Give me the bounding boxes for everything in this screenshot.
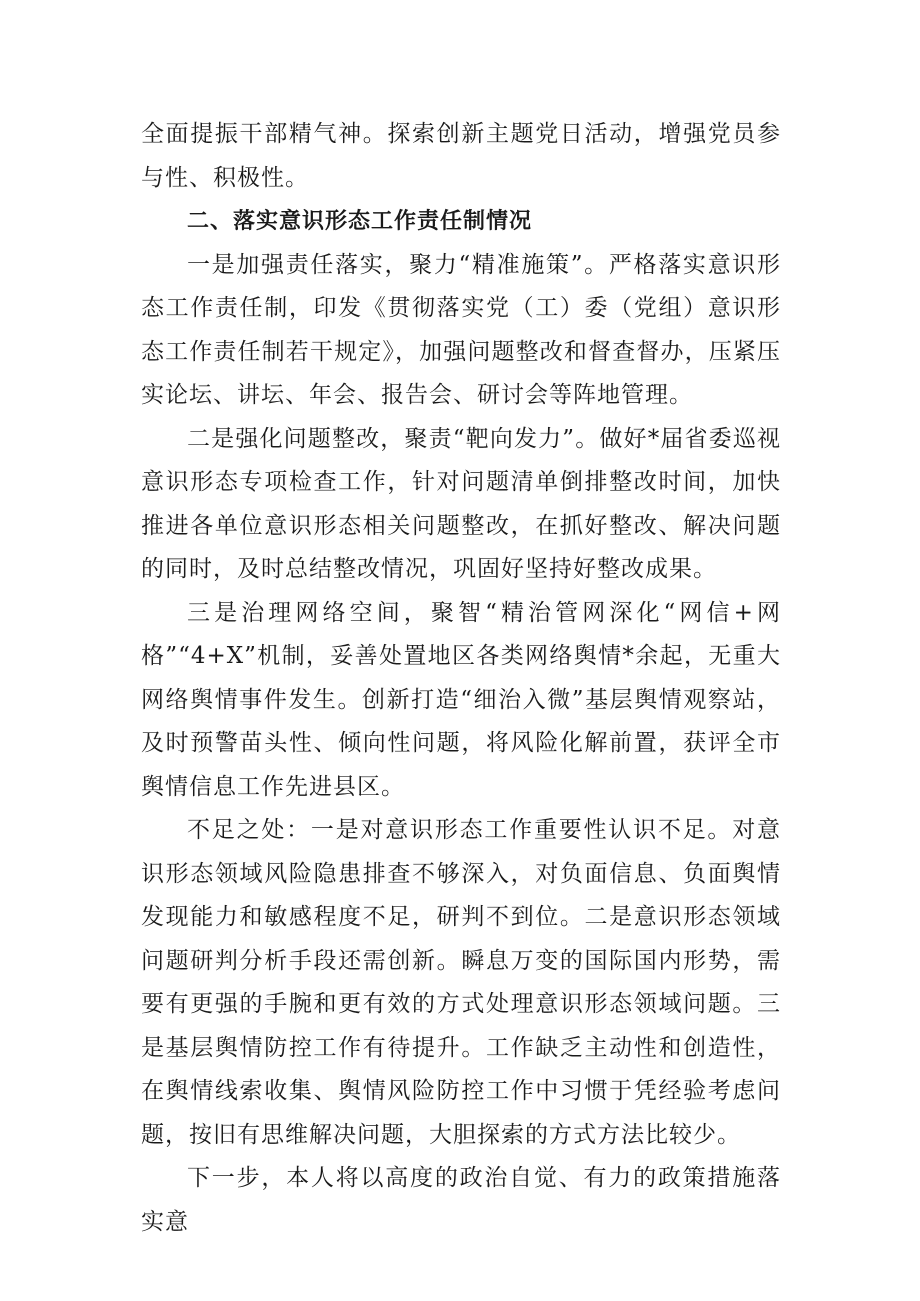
document-page [141,113,781,1244]
paragraph-cyberspace: 三是治理网络空间，聚智“精治管网深化“网信+网格”“4+X”机制，妥善处置地区各类网络舆情*余起，无重大网络舆情事件发生。创新打造“细治入微”基层舆情观察站，及时预警苗头性、倾向性问题，将风险化解前置，获评全市舆情信息工作先进县区。 [141,599,781,800]
paragraph-rectification: 二是强化问题整改，聚责“靶向发力”。做好*届省委巡视意识形态专项检查工作，针对问题清单倒排整改时间，加快推进各单位意识形态相关问题整改，在抓好整改、解决问题的同时，及时总结整改情况，巩固好坚持好整改成果。 [141,425,781,582]
section-heading: 二、落实意识形态工作责任制情况 [187,209,533,234]
paragraph-shortcomings: 不足之处：一是对意识形态工作重要性认识不足。对意识形态领域风险隐患排查不够深入，对负面信息、负面舆情发现能力和敏感程度不足，研判不到位。二是意识形态领域问题研判分析手段还需创新。瞬息万变的国际国内形势，需要有更强的手腕和更有效的方式处理意识形态领域问题。三是基层舆情防控工作有待提升。工作缺乏主动性和创造性，在舆情线索收集、舆情风险防控工作中习惯于凭经验考虑问题，按旧有思维解决问题，大胆探索的方式方法比较少。 [141,817,781,1148]
paragraph-next-steps: 下一步，本人将以高度的政治自觉、有力的政策措施落实意 [141,1165,781,1235]
paragraph-responsibility: 一是加强责任落实，聚力“精准施策”。严格落实意识形态工作责任制，印发《贯彻落实党（工）委（党组）意识形态工作责任制若干规定》，加强问题整改和督查督办，压紧压实论坛、讲坛、年会、报告会、研讨会等阵地管理。 [141,251,781,408]
paragraph-intro-continuation: 全面提振干部精气神。探索创新主题党日活动，增强党员参与性、积极性。 [141,121,781,191]
